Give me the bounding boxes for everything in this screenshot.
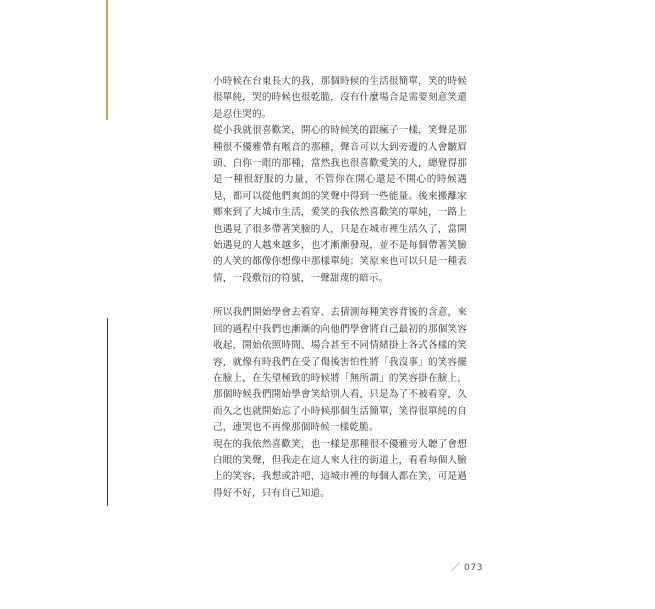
page-number: ／ 073 [451,563,484,573]
paragraph-childhood: 小時候在台東長大的我，那個時候的生活很簡單，笑的時候很單純，哭的時候也很乾脆，沒有什麼場合是需要刻意笑還是忍住哭的。 [213,76,467,120]
paragraph-now: 現在的我依然喜歡笑，也一樣是那種很不優雅旁人聽了會想白眼的笑聲，但我走在這人來人往的街道上，看看每個人臉上的笑容，我想或許吧，這城市裡的每個人都在笑，可是過得好不好，只有自己知道。 [213,438,467,499]
section-break [213,287,467,305]
paragraph-learning-to-smile: 所以我們開始學會去看穿、去猜測每種笑容背後的含意，來回的過程中我們也漸漸的向他們學會將自己最初的那個笑容收起，開始依照時間、場合甚至不同情緒掛上各式各樣的笑容，就像有時我們在受了傷後害怕性將「我沒事」的笑容擺在臉上，在失望極致的時候將「無所謂」的笑容掛在臉上，那個時候我們開始學會笑給別人看，只是為了不被看穿，久而久之也就開始忘了小時候那個生活簡單，笑得很單純的自己，連哭也不再像那個時候一樣乾脆。 [213,307,467,434]
paragraph-love-of-laughing: 從小我就很喜歡笑，開心的時候笑的跟瘋子一樣，笑聲是那種很不優雅帶有喉音的那種，聲音可以大到旁邊的人會皺眉頭、白你一眼的那種，當然我也很喜歡愛笑的人，總覺得那是一種很舒服的力量，不管你在開心還是不開心的時候遇見，都可以從他們爽朗的笑聲中得到一些能量。後來搬離家鄉來到了大城市生活，愛笑的我依然喜歡笑的單純，一路上也遇見了很多帶著笑臉的人，只是在城市裡生活久了，當開始遇見的人越來越多，也才漸漸發現，並不是每個帶著笑臉的人笑的都像你想像中那樣單純；笑原來也可以只是一種表情，一段敷衍的符號，一聲甜蔑的暗示。 [213,125,467,284]
gold-margin-line [106,0,108,120]
essay-body [213,74,467,502]
margin-rule-line [107,318,108,506]
